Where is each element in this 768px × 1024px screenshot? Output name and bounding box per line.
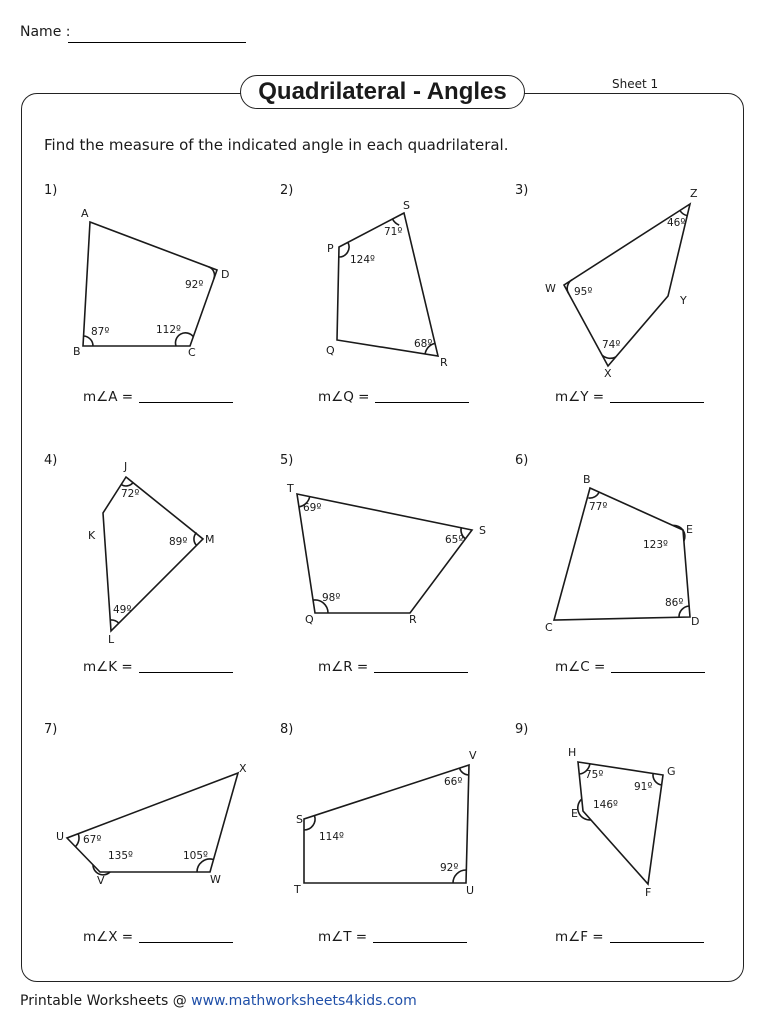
answer-label: m∠T = <box>318 929 368 945</box>
angle-arc <box>588 492 599 498</box>
angle-arc <box>680 211 688 216</box>
vertex-label: D <box>691 615 700 628</box>
angle-label: 98º <box>322 592 341 604</box>
answer-label: m∠A = <box>83 389 134 405</box>
problem-number: 1) <box>44 183 58 198</box>
vertex-label: S <box>403 199 410 212</box>
quadrilateral-7 <box>67 773 238 872</box>
vertex-label: F <box>645 886 652 899</box>
vertex-label: E <box>571 807 578 820</box>
angle-label: 146º <box>593 799 618 811</box>
angle-label: 87º <box>91 326 110 338</box>
vertex-label: Q <box>326 344 335 357</box>
answer-label: m∠Y = <box>555 389 605 405</box>
problem-number: 5) <box>280 453 294 468</box>
vertex-label: D <box>221 268 230 281</box>
vertex-label: R <box>440 356 448 369</box>
vertex-label: L <box>108 633 115 646</box>
angle-label: 112º <box>156 324 181 336</box>
angle-arc <box>110 620 119 623</box>
vertex-label: G <box>667 765 676 778</box>
vertex-label: Q <box>305 613 314 626</box>
problem-number: 2) <box>280 183 294 198</box>
vertex-label: J <box>124 460 128 473</box>
angle-label: 92º <box>440 862 459 874</box>
worksheet-title: Quadrilateral - Angles <box>240 75 525 109</box>
vertex-label: V <box>97 874 105 887</box>
angle-label: 72º <box>121 488 140 500</box>
sheet-number: Sheet 1 <box>612 77 659 91</box>
vertex-label: H <box>568 746 577 759</box>
angle-label: 46º <box>667 217 686 229</box>
answer-label: m∠R = <box>318 659 369 675</box>
angle-label: 89º <box>169 536 188 548</box>
vertex-label: C <box>545 621 553 634</box>
angle-label: 124º <box>350 254 375 266</box>
angle-label: 135º <box>108 850 133 862</box>
angle-label: 95º <box>574 286 593 298</box>
vertex-label: C <box>188 346 196 359</box>
vertex-label: R <box>409 613 417 626</box>
footer-link[interactable]: www.mathworksheets4kids.com <box>191 993 417 1009</box>
problem-number: 9) <box>515 722 529 737</box>
footer <box>20 993 417 1009</box>
name-label: Name : <box>20 24 71 40</box>
vertex-label: X <box>604 367 612 380</box>
angle-label: 77º <box>589 501 608 513</box>
vertex-label: Y <box>680 294 687 307</box>
answer-label: m∠K = <box>83 659 133 675</box>
angle-label: 123º <box>643 539 668 551</box>
problem-number: 6) <box>515 453 529 468</box>
angle-arc <box>75 834 79 847</box>
instructions: Find the measure of the indicated angle in each quadrilateral. <box>44 136 509 154</box>
angle-label: 69º <box>303 502 322 514</box>
angle-label: 65º <box>445 534 464 546</box>
vertex-label: V <box>469 749 477 762</box>
answer-label: m∠Q = <box>318 389 370 405</box>
vertex-label: B <box>73 345 81 358</box>
angle-label: 92º <box>185 279 204 291</box>
vertex-label: B <box>583 473 591 486</box>
vertex-label: W <box>545 282 556 295</box>
vertex-label: S <box>296 813 303 826</box>
problem-number: 4) <box>44 453 58 468</box>
angle-label: 74º <box>602 339 621 351</box>
vertex-label: S <box>479 524 486 537</box>
vertex-label: U <box>466 884 475 897</box>
angle-label: 91º <box>634 781 653 793</box>
vertex-label: U <box>56 830 65 843</box>
problem-number: 3) <box>515 183 529 198</box>
problem-number: 8) <box>280 722 294 737</box>
vertex-label: X <box>239 762 247 775</box>
angle-arc <box>393 219 400 225</box>
answer-label: m∠X = <box>83 929 134 945</box>
vertex-label: A <box>81 207 89 220</box>
vertex-label: K <box>88 529 96 542</box>
angle-label: 105º <box>183 850 208 862</box>
angle-label: 71º <box>384 226 403 238</box>
angle-label: 66º <box>444 776 463 788</box>
angle-label: 68º <box>414 338 433 350</box>
angle-label: 86º <box>665 597 684 609</box>
answer-label: m∠C = <box>555 659 606 675</box>
angle-label: 49º <box>113 604 132 616</box>
angle-label: 114º <box>319 831 344 843</box>
angle-label: 75º <box>585 769 604 781</box>
problem-number: 7) <box>44 722 58 737</box>
angle-label: 67º <box>83 834 102 846</box>
vertex-label: W <box>210 873 221 886</box>
vertex-label: Z <box>690 187 698 200</box>
angle-arc <box>460 768 469 775</box>
vertex-label: M <box>205 533 215 546</box>
vertex-label: E <box>686 523 693 536</box>
answer-label: m∠F = <box>555 929 604 945</box>
footer-prefix: Printable Worksheets @ <box>20 993 187 1009</box>
vertex-label: P <box>327 242 334 255</box>
vertex-label: T <box>294 883 301 896</box>
vertex-label: T <box>287 482 294 495</box>
